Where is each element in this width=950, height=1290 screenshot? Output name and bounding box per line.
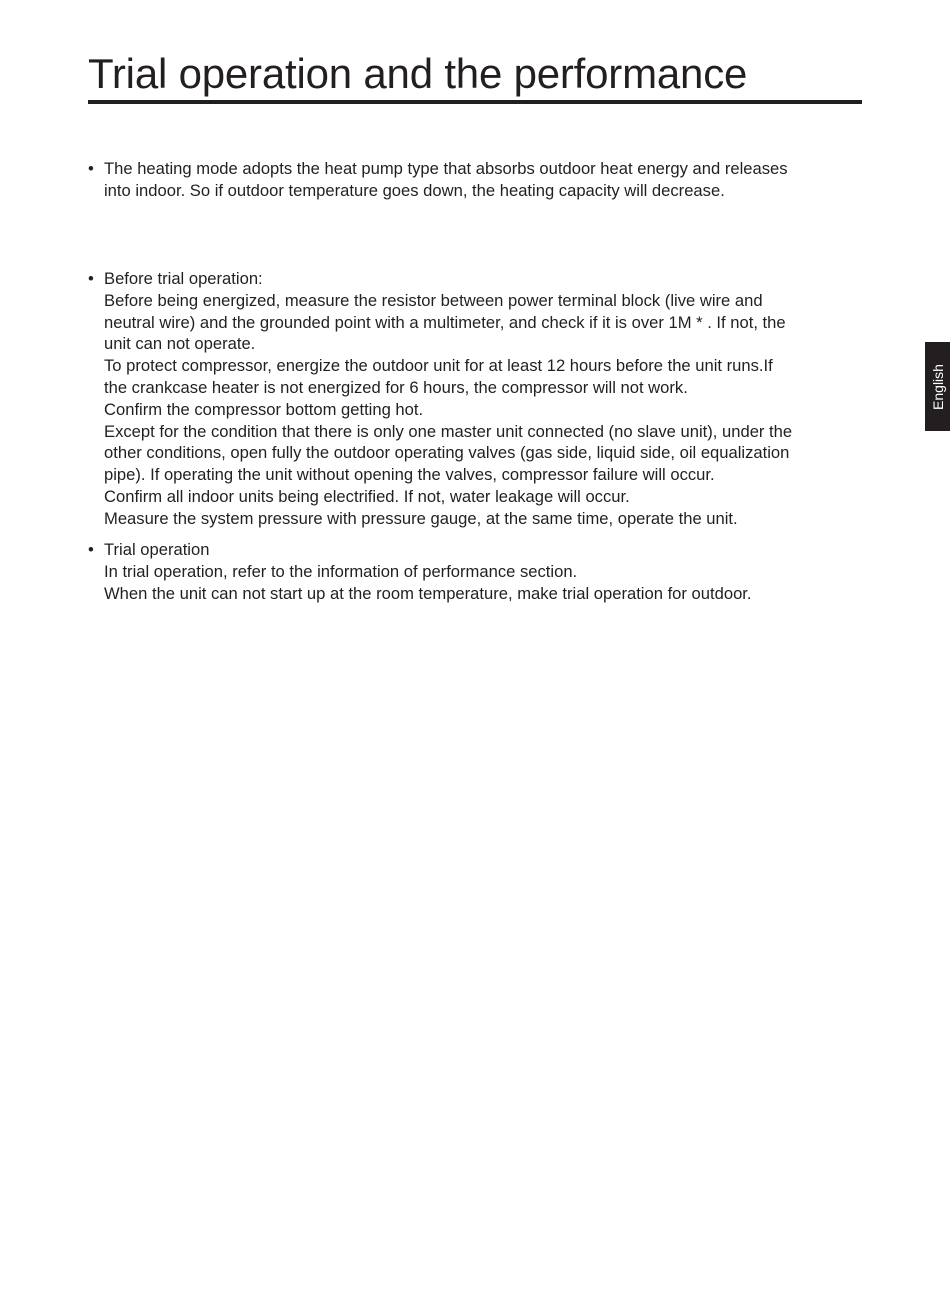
paragraph-line: pipe). If operating the unit without opening the valves, compressor failure will occur. <box>104 465 715 485</box>
bullet-before-trial-operation <box>88 268 863 530</box>
bullet-dot: • <box>88 269 94 288</box>
bullet-dot: • <box>88 540 94 559</box>
paragraph-line: Except for the condition that there is only one master unit connected (no slave unit), under the <box>104 421 793 441</box>
paragraph-line: In trial operation, refer to the information of performance section. <box>104 561 578 581</box>
paragraph-line: unit can not operate. <box>104 334 256 354</box>
paragraph-line: To protect compressor, energize the outdoor unit for at least 12 hours before the unit runs.If <box>104 356 773 376</box>
paragraph-line: neutral wire) and the grounded point with a multimeter, and check if it is over 1M * . If not, the <box>104 312 786 332</box>
section-heading: Before trial operation: <box>104 269 263 288</box>
title-underline <box>88 100 862 104</box>
paragraph-line: into indoor. So if outdoor temperature goes down, the heating capacity will decrease. <box>104 180 725 200</box>
bullet-dot: • <box>88 159 94 178</box>
paragraph-line: Confirm all indoor units being electrified. If not, water leakage will occur. <box>104 486 630 506</box>
paragraph-line: Before being energized, measure the resistor between power terminal block (live wire and <box>104 290 763 310</box>
bullet-heating-mode <box>88 158 863 202</box>
language-tab-label: English <box>929 363 946 410</box>
paragraph-line: When the unit can not start up at the room temperature, make trial operation for outdoor. <box>104 583 752 603</box>
paragraph-line: other conditions, open fully the outdoor operating valves (gas side, liquid side, oil equalization <box>104 443 790 463</box>
page-title: Trial operation and the performance <box>88 50 748 97</box>
language-tab <box>925 342 950 431</box>
section-heading: Trial operation <box>104 540 210 559</box>
paragraph-line: the crankcase heater is not energized for 6 hours, the compressor will not work. <box>104 377 688 397</box>
paragraph-line: Confirm the compressor bottom getting hot. <box>104 399 424 419</box>
bullet-trial-operation <box>88 539 863 604</box>
paragraph-line: The heating mode adopts the heat pump type that absorbs outdoor heat energy and releases <box>104 159 788 178</box>
paragraph-line: Measure the system pressure with pressure gauge, at the same time, operate the unit. <box>104 508 738 528</box>
